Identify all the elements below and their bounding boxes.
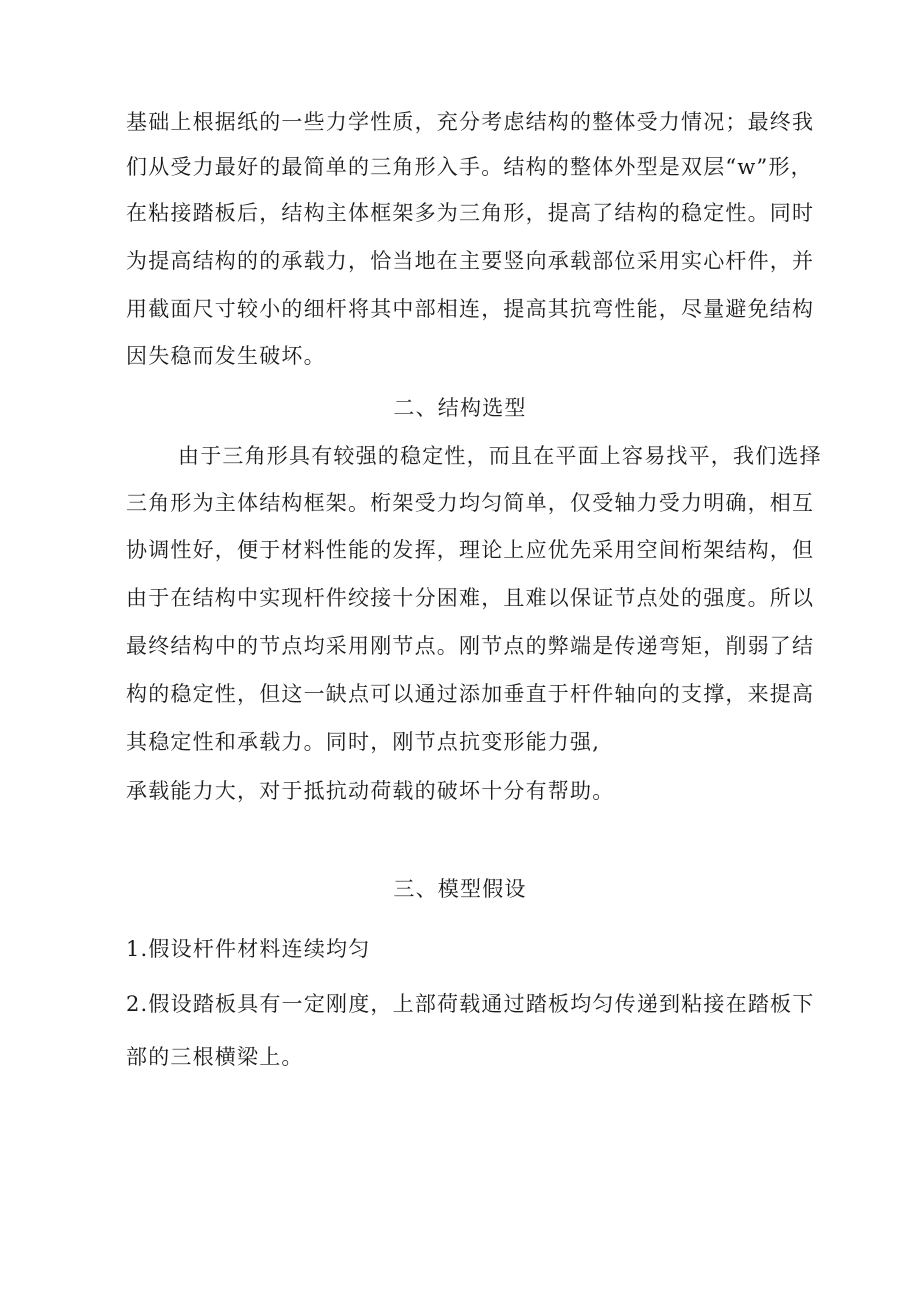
paragraph-line: 构的稳定性，但这一缺点可以通过添加垂直于杆件轴向的支撑，来提高 (126, 682, 815, 706)
section-heading: 二、结构选型 (393, 396, 527, 420)
list-item: 2.假设踏板具有一定刚度，上部荷载通过踏板均匀传递到粘接在踏板下 (126, 992, 815, 1016)
paragraph-line: 们从受力最好的最简单的三角形入手。结构的整体外型是双层“w”形， (126, 155, 813, 179)
paragraph-line: 为提高结构的的承载力，恰当地在主要竖向承载部位采用实心杆件，并 (126, 249, 815, 273)
paragraph-line: 其稳定性和承载力。同时，刚节点抗变形能力强, (126, 730, 601, 754)
list-item: 1.假设杆件材料连续均匀 (126, 937, 371, 961)
list-item-continuation: 部的三根横梁上。 (126, 1045, 304, 1069)
paragraph-line: 协调性好，便于材料性能的发挥，理论上应优先采用空间桁架结构，但 (126, 538, 815, 562)
paragraph-line: 最终结构中的节点均采用刚节点。刚节点的弊端是传递弯矩，削弱了结 (126, 634, 815, 658)
paragraph-line: 由于在结构中实现杆件绞接十分困难，且难以保证节点处的强度。所以 (126, 586, 815, 610)
paragraph-line: 由于三角形具有较强的稳定性，而且在平面上容易找平，我们选择 (178, 444, 822, 468)
paragraph-line: 用截面尺寸较小的细杆将其中部相连，提高其抗弯性能，尽量避免结构 (126, 297, 815, 321)
paragraph-line: 因失稳而发生破坏。 (126, 344, 326, 368)
paragraph-line: 三角形为主体结构框架。桁架受力均匀简单，仅受轴力受力明确，相互 (126, 491, 815, 515)
paragraph-line: 在粘接踏板后，结构主体框架多为三角形，提高了结构的稳定性。同时 (126, 201, 815, 225)
paragraph-line: 承载能力大，对于抵抗动荷载的破坏十分有帮助。 (126, 779, 615, 803)
section-heading: 三、模型假设 (393, 877, 527, 901)
paragraph-line: 基础上根据纸的一些力学性质，充分考虑结构的整体受力情况；最终我 (126, 110, 815, 134)
